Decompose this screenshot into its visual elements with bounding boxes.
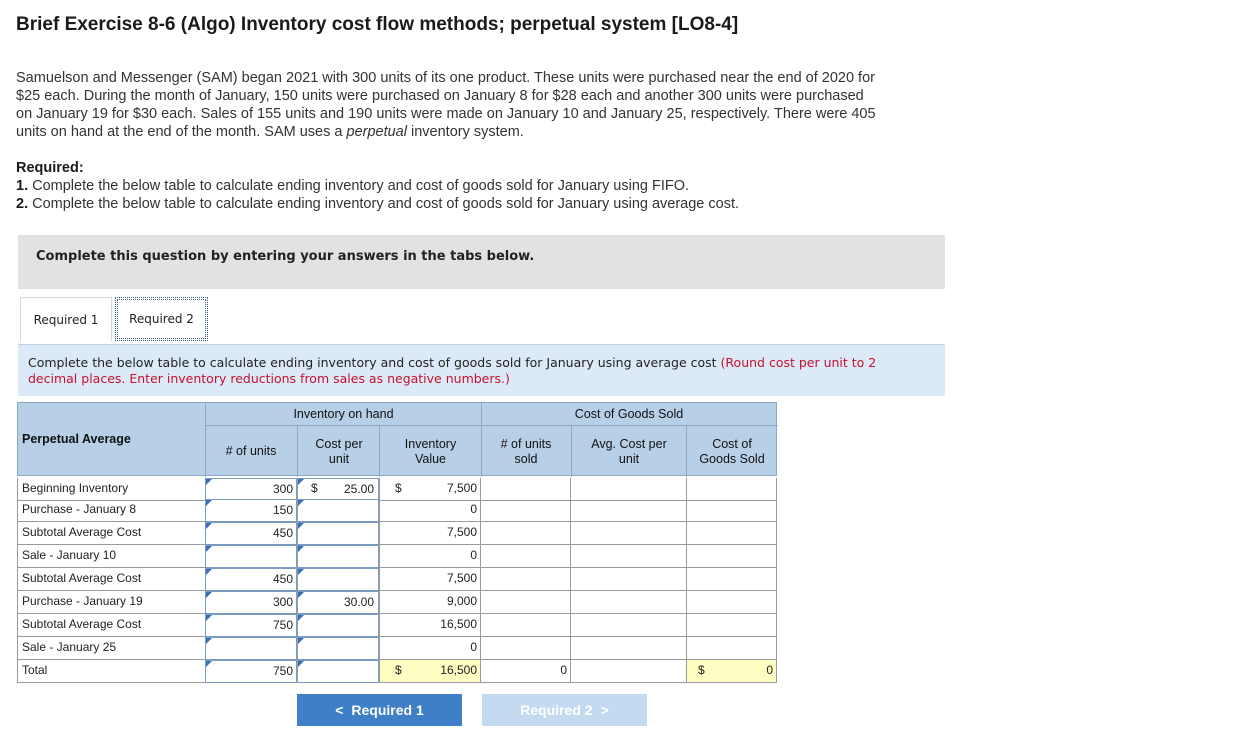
problem-intro (16, 69, 961, 141)
table-row (17, 499, 777, 522)
intro-line (16, 123, 961, 141)
intro-text: units on hand at the end of the month. SAM uses a (16, 124, 347, 140)
inventory-value: 7,500 (379, 478, 480, 501)
cost-of-goods-sold (686, 522, 777, 545)
input-flag-icon (298, 546, 304, 552)
row-label: Subtotal Average Cost (17, 522, 205, 545)
currency-symbol: $ (395, 481, 402, 495)
instruction-box (18, 235, 945, 289)
header-text: Avg. Cost per (591, 437, 667, 451)
cost-of-goods-sold (686, 478, 777, 501)
avg-cost-per-unit (570, 545, 686, 568)
prev-button-label: Required 1 (351, 702, 424, 718)
intro-emphasis: perpetual (346, 124, 407, 140)
avg-cost-per-unit (570, 478, 686, 501)
tab-required-2[interactable]: Required 2 (115, 297, 208, 341)
cost-of-goods-sold (686, 568, 777, 591)
required-heading: Required: (16, 160, 84, 176)
cost-per-unit-input[interactable] (297, 522, 379, 545)
input-flag-icon (206, 592, 212, 598)
tab-required-1[interactable]: Required 1 (20, 297, 112, 341)
inventory-value: 7,500 (379, 568, 480, 591)
row-label: Sale - January 25 (17, 637, 205, 660)
item-text: Complete the below table to calculate ending inventory and cost of goods sold for January using FIFO. (28, 178, 690, 194)
input-flag-icon (206, 479, 212, 485)
question-main: Complete the below table to calculate ending inventory and cost of goods sold for January using average cost (28, 355, 721, 370)
col-avg-cost (571, 437, 687, 467)
corner-label: Perpetual Average (22, 432, 131, 446)
table-row (17, 660, 777, 683)
units-input[interactable]: 750 (205, 660, 297, 683)
input-flag-icon (206, 569, 212, 575)
question-note: decimal places. Enter inventory reductions from sales as negative numbers.) (28, 371, 510, 386)
table-row (17, 614, 777, 637)
cost-per-unit-input[interactable]: 30.00 (297, 591, 379, 614)
row-label: Subtotal Average Cost (17, 614, 205, 637)
instruction-text: Complete this question by entering your answers in the tabs below. (36, 249, 535, 264)
cost-per-unit-input[interactable] (297, 637, 379, 660)
col-units-sold (481, 437, 571, 467)
cost-of-goods-sold (686, 591, 777, 614)
cost-per-unit-input[interactable] (297, 545, 379, 568)
question-box (18, 344, 945, 396)
row-label: Purchase - January 19 (17, 591, 205, 614)
units-sold (480, 545, 570, 568)
page-title: Brief Exercise 8-6 (Algo) Inventory cost flow methods; perpetual system [LO8-4] (16, 14, 739, 35)
cost-per-unit-input[interactable] (297, 614, 379, 637)
inventory-value: 0 (379, 499, 480, 522)
header-text: unit (618, 452, 640, 466)
chevron-right-icon: > (600, 702, 609, 718)
item-text: Complete the below table to calculate ending inventory and cost of goods sold for January using average cost. (28, 196, 740, 212)
avg-cost-per-unit (570, 499, 686, 522)
input-flag-icon (298, 479, 304, 485)
intro-line: Samuelson and Messenger (SAM) began 2021 with 300 units of its one product. These units were purchased near the end of 2020 for (16, 70, 875, 86)
cost-per-unit-input[interactable] (297, 660, 379, 683)
units-sold (480, 499, 570, 522)
question-note: (Round cost per unit to 2 (720, 355, 877, 370)
col-cost-per-unit (298, 437, 380, 467)
input-flag-icon (298, 500, 304, 506)
units-input[interactable]: 450 (205, 568, 297, 591)
row-label: Subtotal Average Cost (17, 568, 205, 591)
units-input[interactable]: 300 (205, 591, 297, 614)
table-row (17, 568, 777, 591)
cost-per-unit-input[interactable] (297, 499, 379, 522)
units-sold (480, 478, 570, 501)
cost-per-unit-input[interactable]: 25.00 (297, 478, 379, 501)
required-item-1 (16, 178, 689, 194)
required-item-2 (16, 196, 739, 212)
intro-line: on January 19 for $30 each. Sales of 155 units and 190 units were made on January 10 and January 25, respectively. There were 405 (16, 106, 876, 122)
input-flag-icon (298, 569, 304, 575)
header-text: # of units (500, 437, 552, 451)
units-sold (480, 568, 570, 591)
cost-of-goods-sold: 0 (686, 660, 777, 683)
prev-button[interactable] (297, 694, 462, 726)
inventory-value: 7,500 (379, 522, 480, 545)
units-sold (480, 591, 570, 614)
units-sold (480, 522, 570, 545)
avg-cost-per-unit (570, 660, 686, 683)
inventory-value: 9,000 (379, 591, 480, 614)
header-text: Goods Sold (699, 452, 765, 466)
avg-cost-per-unit (570, 614, 686, 637)
intro-line: $25 each. During the month of January, 150 units were purchased on January 8 for $28 each and another 300 units were purchased (16, 88, 864, 104)
avg-cost-per-unit (570, 637, 686, 660)
units-input[interactable]: 300 (205, 478, 297, 501)
cost-of-goods-sold (686, 614, 777, 637)
table-row (17, 478, 777, 501)
units-input[interactable]: 750 (205, 614, 297, 637)
avg-cost-per-unit (570, 568, 686, 591)
input-flag-icon (298, 592, 304, 598)
intro-text: inventory system. (406, 124, 524, 140)
col-inventory-value (380, 437, 481, 467)
row-label: Total (17, 660, 205, 683)
inventory-value: 16,500 (379, 660, 480, 683)
currency-symbol: $ (311, 481, 318, 495)
input-flag-icon (298, 638, 304, 644)
chevron-left-icon: < (335, 702, 344, 718)
cost-per-unit-input[interactable] (297, 568, 379, 591)
inventory-value: 16,500 (379, 614, 480, 637)
input-flag-icon (206, 661, 212, 667)
header-text: sold (514, 452, 538, 466)
avg-cost-per-unit (570, 591, 686, 614)
next-button-label: Required 2 (520, 702, 593, 718)
input-flag-icon (206, 546, 212, 552)
units-sold: 0 (480, 660, 570, 683)
avg-cost-per-unit (570, 522, 686, 545)
table-row (17, 545, 777, 568)
input-flag-icon (206, 638, 212, 644)
table-header (17, 402, 777, 476)
table-row (17, 637, 777, 660)
inventory-value: 0 (379, 637, 480, 660)
header-text: Inventory (404, 437, 457, 451)
currency-symbol: $ (395, 663, 402, 677)
cost-of-goods-sold (686, 499, 777, 522)
units-input[interactable] (205, 637, 297, 660)
cost-of-goods-sold (686, 545, 777, 568)
header-text: unit (328, 452, 350, 466)
input-flag-icon (206, 500, 212, 506)
inventory-value: 0 (379, 545, 480, 568)
input-flag-icon (206, 615, 212, 621)
group-header-cogs: Cost of Goods Sold (574, 407, 684, 421)
currency-symbol: $ (698, 663, 705, 677)
next-button[interactable] (482, 694, 647, 726)
table-row (17, 591, 777, 614)
cost-of-goods-sold (686, 637, 777, 660)
item-number: 1. (16, 178, 29, 194)
item-number: 2. (16, 196, 29, 212)
row-label: Purchase - January 8 (17, 499, 205, 522)
input-flag-icon (298, 523, 304, 529)
header-text: Cost per (315, 437, 363, 451)
table-row (17, 522, 777, 545)
units-input[interactable]: 450 (205, 522, 297, 545)
row-label: Beginning Inventory (17, 478, 205, 501)
row-label: Sale - January 10 (17, 545, 205, 568)
units-sold (480, 637, 570, 660)
units-input[interactable] (205, 545, 297, 568)
units-input[interactable]: 150 (205, 499, 297, 522)
col-units: # of units (225, 444, 277, 458)
input-flag-icon (298, 661, 304, 667)
units-sold (480, 614, 570, 637)
input-flag-icon (298, 615, 304, 621)
input-flag-icon (206, 523, 212, 529)
question-text (28, 355, 933, 387)
header-text: Value (414, 452, 447, 466)
group-header-inventory: Inventory on hand (293, 407, 394, 421)
col-cogs (687, 437, 777, 467)
header-text: Cost of (712, 437, 752, 451)
